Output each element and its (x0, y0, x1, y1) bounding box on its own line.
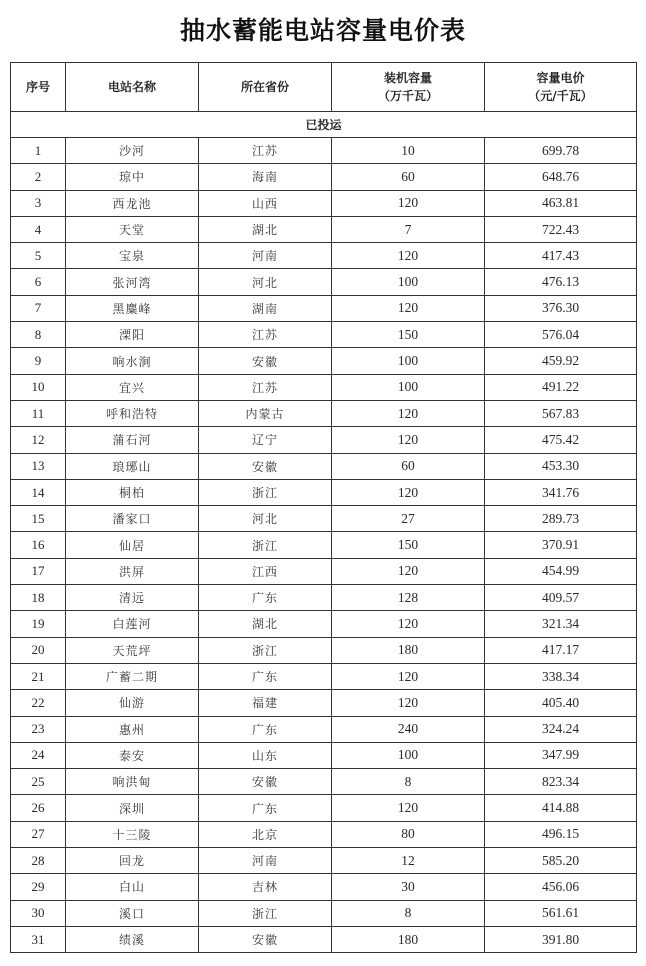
table-row (11, 190, 637, 216)
province: 广东 (199, 585, 332, 611)
capacity-price: 409.57 (485, 585, 637, 611)
capacity-price: 405.40 (485, 690, 637, 716)
row-number: 14 (11, 479, 66, 505)
row-number: 4 (11, 216, 66, 242)
station-name: 琼中 (66, 164, 199, 190)
station-name: 呼和浩特 (66, 400, 199, 426)
station-name: 广蓄二期 (66, 663, 199, 689)
row-number: 6 (11, 269, 66, 295)
station-name: 潘家口 (66, 506, 199, 532)
station-name: 桐柏 (66, 479, 199, 505)
capacity-price: 823.34 (485, 769, 637, 795)
station-name: 黑麋峰 (66, 295, 199, 321)
station-name: 绩溪 (66, 926, 199, 952)
row-number: 30 (11, 900, 66, 926)
province: 内蒙古 (199, 400, 332, 426)
station-name: 仙游 (66, 690, 199, 716)
capacity-price: 417.17 (485, 637, 637, 663)
installed-capacity: 12 (332, 848, 485, 874)
province: 河北 (199, 269, 332, 295)
province: 海南 (199, 164, 332, 190)
capacity-price: 476.13 (485, 269, 637, 295)
province: 河北 (199, 506, 332, 532)
row-number: 12 (11, 427, 66, 453)
installed-capacity: 100 (332, 374, 485, 400)
row-number: 20 (11, 637, 66, 663)
installed-capacity: 100 (332, 742, 485, 768)
province: 浙江 (199, 637, 332, 663)
installed-capacity: 150 (332, 532, 485, 558)
table-row (11, 295, 637, 321)
row-number: 21 (11, 663, 66, 689)
capacity-price: 454.99 (485, 558, 637, 584)
installed-capacity: 180 (332, 637, 485, 663)
row-number: 7 (11, 295, 66, 321)
column-header-price (485, 63, 637, 112)
row-number: 22 (11, 690, 66, 716)
installed-capacity: 27 (332, 506, 485, 532)
capacity-price: 453.30 (485, 453, 637, 479)
installed-capacity: 60 (332, 164, 485, 190)
province: 安徽 (199, 926, 332, 952)
province: 江苏 (199, 374, 332, 400)
table-row (11, 532, 637, 558)
row-number: 25 (11, 769, 66, 795)
row-number: 23 (11, 716, 66, 742)
installed-capacity: 8 (332, 900, 485, 926)
province: 安徽 (199, 348, 332, 374)
province: 安徽 (199, 453, 332, 479)
province: 山西 (199, 190, 332, 216)
table-row (11, 164, 637, 190)
capacity-price: 459.92 (485, 348, 637, 374)
row-number: 8 (11, 322, 66, 348)
station-name: 天堂 (66, 216, 199, 242)
capacity-price-table (10, 62, 637, 953)
row-number: 16 (11, 532, 66, 558)
capacity-price: 289.73 (485, 506, 637, 532)
row-number: 27 (11, 821, 66, 847)
capacity-price: 567.83 (485, 400, 637, 426)
station-name: 深圳 (66, 795, 199, 821)
province: 浙江 (199, 532, 332, 558)
installed-capacity: 100 (332, 348, 485, 374)
capacity-price: 496.15 (485, 821, 637, 847)
section-label: 已投运 (11, 112, 637, 138)
installed-capacity: 240 (332, 716, 485, 742)
installed-capacity: 120 (332, 400, 485, 426)
province: 福建 (199, 690, 332, 716)
installed-capacity: 100 (332, 269, 485, 295)
installed-capacity: 10 (332, 138, 485, 164)
table-row (11, 848, 637, 874)
station-name: 仙居 (66, 532, 199, 558)
capacity-price: 475.42 (485, 427, 637, 453)
table-row (11, 348, 637, 374)
capacity-price: 576.04 (485, 322, 637, 348)
installed-capacity: 120 (332, 690, 485, 716)
table-row (11, 663, 637, 689)
table-row (11, 821, 637, 847)
row-number: 11 (11, 400, 66, 426)
capacity-header-unit: （万千瓦） (377, 89, 438, 103)
province: 浙江 (199, 479, 332, 505)
installed-capacity: 120 (332, 663, 485, 689)
row-number: 15 (11, 506, 66, 532)
installed-capacity: 180 (332, 926, 485, 952)
capacity-price: 414.88 (485, 795, 637, 821)
province: 浙江 (199, 900, 332, 926)
row-number: 19 (11, 611, 66, 637)
province: 湖南 (199, 295, 332, 321)
capacity-price: 648.76 (485, 164, 637, 190)
table-row (11, 400, 637, 426)
table-row (11, 716, 637, 742)
station-name: 回龙 (66, 848, 199, 874)
station-name: 琅琊山 (66, 453, 199, 479)
province: 河南 (199, 243, 332, 269)
installed-capacity: 150 (332, 322, 485, 348)
station-name: 白莲河 (66, 611, 199, 637)
row-number: 29 (11, 874, 66, 900)
capacity-price: 417.43 (485, 243, 637, 269)
table-row (11, 243, 637, 269)
table-row (11, 374, 637, 400)
row-number: 1 (11, 138, 66, 164)
table-row (11, 874, 637, 900)
province: 山东 (199, 742, 332, 768)
table-row (11, 611, 637, 637)
station-name: 张河湾 (66, 269, 199, 295)
section-row-in-operation (11, 112, 637, 138)
station-name: 西龙池 (66, 190, 199, 216)
row-number: 2 (11, 164, 66, 190)
installed-capacity: 120 (332, 295, 485, 321)
station-name: 蒲石河 (66, 427, 199, 453)
installed-capacity: 120 (332, 795, 485, 821)
row-number: 13 (11, 453, 66, 479)
row-number: 31 (11, 926, 66, 952)
table-row (11, 453, 637, 479)
province: 江苏 (199, 322, 332, 348)
capacity-price: 561.61 (485, 900, 637, 926)
installed-capacity: 30 (332, 874, 485, 900)
row-number: 9 (11, 348, 66, 374)
row-number: 24 (11, 742, 66, 768)
row-number: 18 (11, 585, 66, 611)
table-row (11, 427, 637, 453)
installed-capacity: 60 (332, 453, 485, 479)
table-row (11, 269, 637, 295)
table-row (11, 795, 637, 821)
province: 安徽 (199, 769, 332, 795)
capacity-header-title: 装机容量 (383, 71, 432, 85)
station-name: 泰安 (66, 742, 199, 768)
capacity-price: 324.24 (485, 716, 637, 742)
installed-capacity: 128 (332, 585, 485, 611)
price-header-unit: （元/千瓦） (528, 89, 593, 103)
station-name: 响水涧 (66, 348, 199, 374)
station-name: 溪口 (66, 900, 199, 926)
province: 广东 (199, 795, 332, 821)
row-number: 26 (11, 795, 66, 821)
station-name: 惠州 (66, 716, 199, 742)
table-row (11, 690, 637, 716)
province: 吉林 (199, 874, 332, 900)
column-header-province: 所在省份 (199, 63, 332, 112)
province: 湖北 (199, 216, 332, 242)
capacity-price: 347.99 (485, 742, 637, 768)
row-number: 28 (11, 848, 66, 874)
station-name: 洪屏 (66, 558, 199, 584)
station-name: 沙河 (66, 138, 199, 164)
station-name: 十三陵 (66, 821, 199, 847)
capacity-price: 456.06 (485, 874, 637, 900)
province: 广东 (199, 716, 332, 742)
installed-capacity: 120 (332, 479, 485, 505)
row-number: 17 (11, 558, 66, 584)
installed-capacity: 120 (332, 611, 485, 637)
installed-capacity: 80 (332, 821, 485, 847)
page-title: 抽水蓄能电站容量电价表 (179, 16, 466, 45)
table-row (11, 637, 637, 663)
table-row (11, 742, 637, 768)
capacity-price: 391.80 (485, 926, 637, 952)
table-row (11, 506, 637, 532)
installed-capacity: 120 (332, 190, 485, 216)
table-row (11, 585, 637, 611)
installed-capacity: 7 (332, 216, 485, 242)
station-name: 宜兴 (66, 374, 199, 400)
table-row (11, 216, 637, 242)
table-row (11, 138, 637, 164)
station-name: 白山 (66, 874, 199, 900)
province: 江苏 (199, 138, 332, 164)
row-number: 3 (11, 190, 66, 216)
station-name: 天荒坪 (66, 637, 199, 663)
installed-capacity: 8 (332, 769, 485, 795)
installed-capacity: 120 (332, 243, 485, 269)
capacity-price: 370.91 (485, 532, 637, 558)
province: 湖北 (199, 611, 332, 637)
table-row (11, 926, 637, 952)
table-row (11, 322, 637, 348)
province: 辽宁 (199, 427, 332, 453)
station-name: 溧阳 (66, 322, 199, 348)
table-row (11, 479, 637, 505)
installed-capacity: 120 (332, 558, 485, 584)
station-name: 宝泉 (66, 243, 199, 269)
table-row (11, 558, 637, 584)
station-name: 响洪甸 (66, 769, 199, 795)
column-header-capacity (332, 63, 485, 112)
table-row (11, 769, 637, 795)
station-name: 清远 (66, 585, 199, 611)
capacity-price: 341.76 (485, 479, 637, 505)
province: 江西 (199, 558, 332, 584)
capacity-price: 321.34 (485, 611, 637, 637)
row-number: 5 (11, 243, 66, 269)
capacity-price: 491.22 (485, 374, 637, 400)
province: 广东 (199, 663, 332, 689)
province: 北京 (199, 821, 332, 847)
capacity-price: 722.43 (485, 216, 637, 242)
table-header-row (11, 63, 637, 112)
capacity-price: 463.81 (485, 190, 637, 216)
capacity-price: 699.78 (485, 138, 637, 164)
capacity-price: 338.34 (485, 663, 637, 689)
province: 河南 (199, 848, 332, 874)
row-number: 10 (11, 374, 66, 400)
column-header-station-name: 电站名称 (66, 63, 199, 112)
capacity-price: 585.20 (485, 848, 637, 874)
installed-capacity: 120 (332, 427, 485, 453)
table-row (11, 900, 637, 926)
column-header-no: 序号 (11, 63, 66, 112)
price-header-title: 容量电价 (536, 71, 585, 85)
capacity-price: 376.30 (485, 295, 637, 321)
